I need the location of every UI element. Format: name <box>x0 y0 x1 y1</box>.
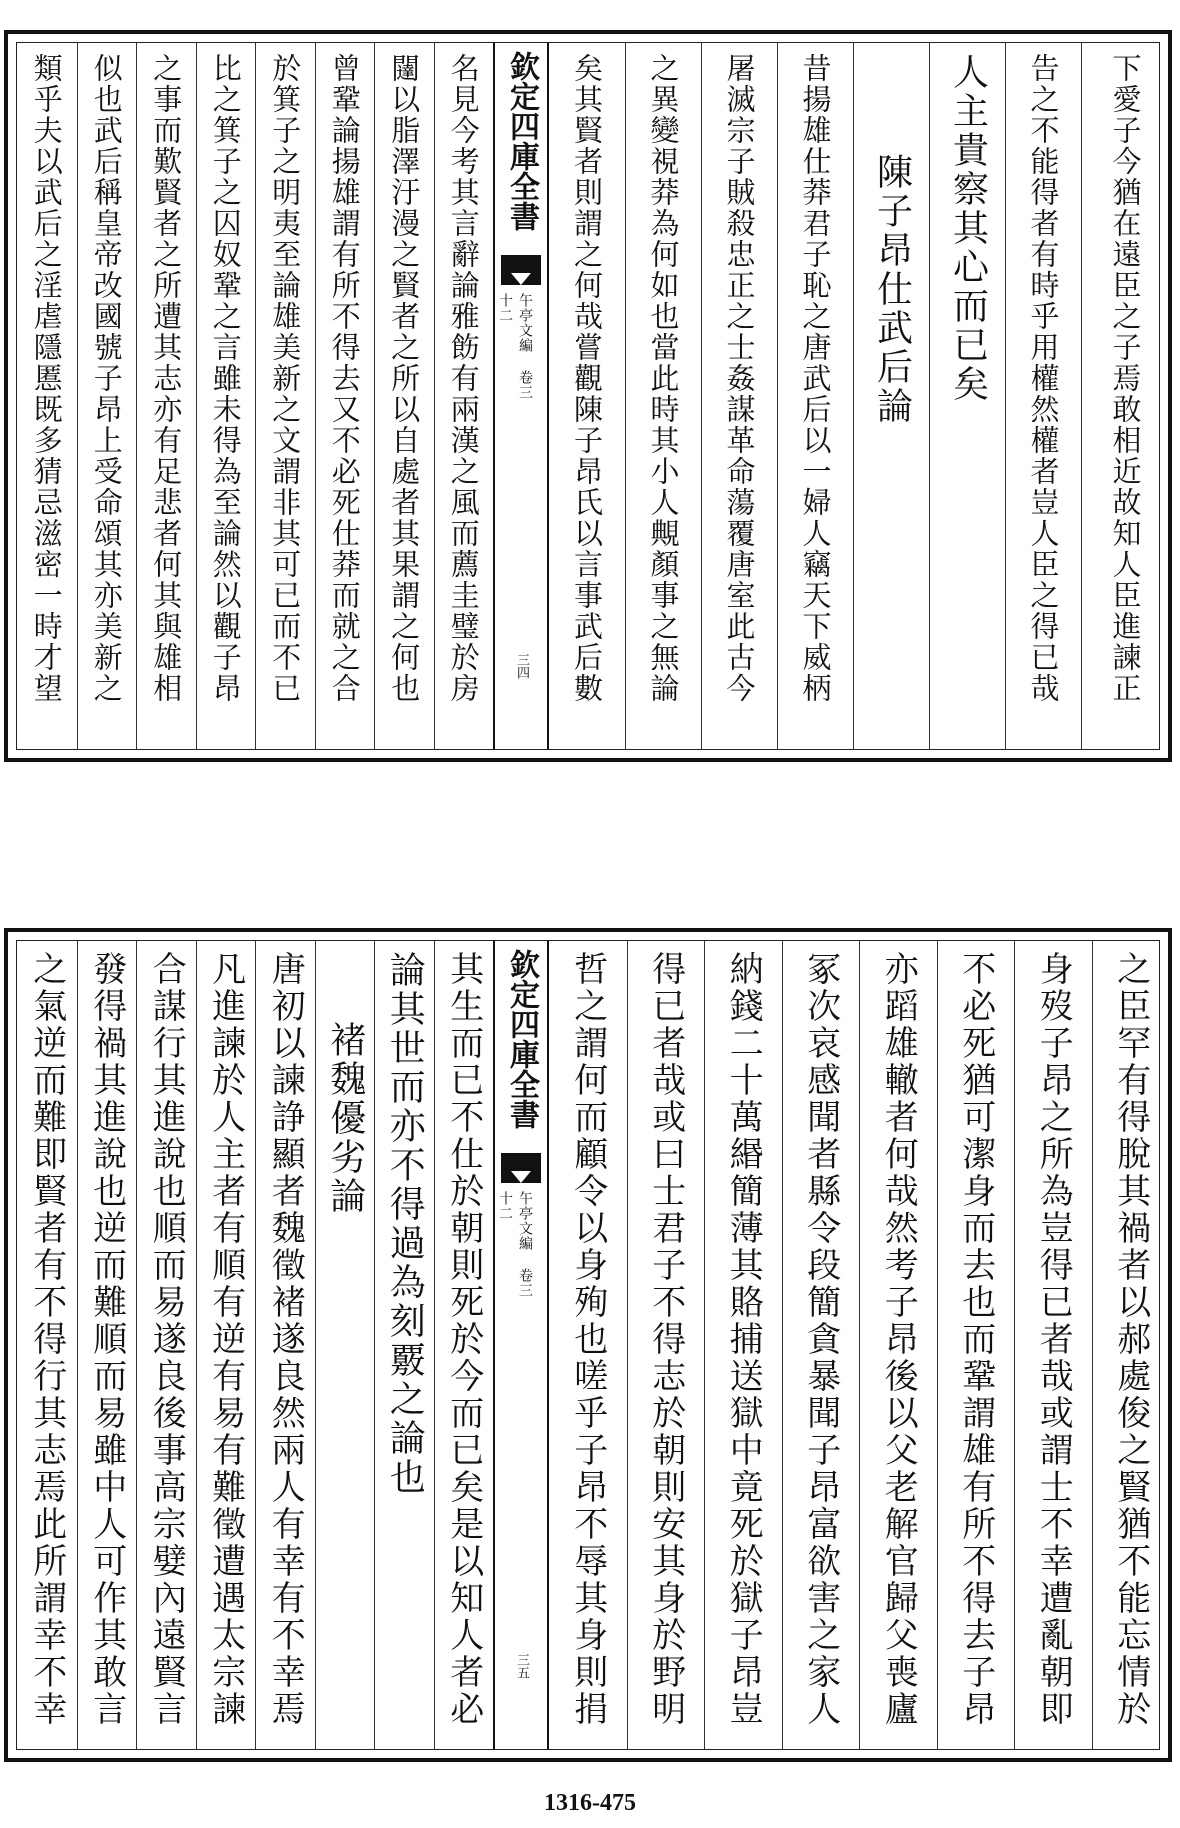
text-column <box>782 941 860 1749</box>
top-right-block <box>549 43 1159 749</box>
essay-title: 褚魏優劣論 <box>324 1021 366 1216</box>
bottom-right-block <box>549 941 1159 1749</box>
text-column <box>255 941 315 1749</box>
text-column <box>255 43 315 749</box>
text-column <box>704 941 782 1749</box>
column-text: 發得禍其進說也逆而難順而易雖中人可作其敢言 <box>86 951 127 1728</box>
column-text: 告之不能得者有時乎用權然權者豈人臣之得已哉 <box>1026 53 1061 704</box>
column-text: 於箕子之明夷至論雄美新之文謂非其可已而不已 <box>268 53 303 704</box>
column-text: 其生而已不仕於朝則死於今而已矣是以知人者必 <box>443 951 484 1728</box>
essay-title-column <box>853 43 929 749</box>
center-banner <box>493 43 549 749</box>
top-left-block <box>17 43 493 749</box>
bottom-page-frame <box>16 940 1160 1750</box>
text-column <box>701 43 777 749</box>
column-text: 類乎夫以武后之淫虐隱慝既多猜忌滋密一時才望 <box>29 53 64 704</box>
banner-title: 欽定四庫全書 <box>504 51 539 231</box>
text-column <box>17 941 77 1749</box>
column-text: 比之箕子之囚奴鞏之言雖未得為至論然以觀子昂 <box>208 53 243 704</box>
text-column <box>434 941 494 1749</box>
top-page <box>4 30 1172 762</box>
column-text: 昔揚雄仕莽君子恥之唐武后以一婦人竊天下威柄 <box>798 53 833 704</box>
text-column <box>549 941 627 1749</box>
column-text: 論其世而亦不得過為刻覈之論也 <box>384 951 426 1497</box>
text-column <box>196 941 256 1749</box>
text-column <box>374 941 434 1749</box>
column-text: 哲之謂何而顧令以身殉也嗟乎子昂不辱其身則捐 <box>567 951 608 1728</box>
text-column <box>136 941 196 1749</box>
text-column <box>937 941 1015 1749</box>
center-banner <box>493 941 549 1749</box>
top-page-frame <box>16 42 1160 750</box>
bottom-left-block <box>17 941 493 1749</box>
text-column <box>549 43 625 749</box>
text-column <box>627 941 705 1749</box>
text-column <box>136 43 196 749</box>
volume-page-caption: 1316-475 <box>544 1790 636 1816</box>
column-text: 下愛子今猶在遠臣之子焉敢相近故知人臣進諫正 <box>1108 53 1143 704</box>
page-number: 三五 <box>514 1653 529 1679</box>
column-text: 屠滅宗子賊殺忠正之士姦謀革命蕩覆唐室此古今 <box>722 53 757 704</box>
column-text: 之氣逆而難即賢者有不得行其志焉此所謂幸不幸 <box>26 951 67 1728</box>
text-column <box>434 43 494 749</box>
text-column <box>77 43 137 749</box>
page-number: 三四 <box>514 653 529 679</box>
column-text: 合謀行其進說也順而易遂良後事高宗嬖內遠賢言 <box>146 951 187 1728</box>
text-column <box>315 43 375 749</box>
column-text: 不必死猶可潔身而去也而鞏謂雄有所不得去子昂 <box>955 951 996 1728</box>
column-text: 之事而歎賢者之所遭其志亦有足悲者何其與雄相 <box>149 53 184 704</box>
column-text: 身歿子昂之所為豈得已者哉或謂士不幸遭亂朝即 <box>1033 951 1074 1728</box>
column-text: 凡進諫於人主者有順有逆有易有難徵遭遇太宗諫 <box>205 951 246 1728</box>
column-text: 曾鞏論揚雄謂有所不得去又不必死仕莽而就之合 <box>327 53 362 704</box>
text-column <box>777 43 853 749</box>
column-text: 冢次哀感聞者縣令段簡貪暴聞子昂富欲害之家人 <box>800 951 841 1728</box>
column-text: 似也武后稱皇帝改國號子昂上受命頌其亦美新之 <box>89 53 124 704</box>
text-column <box>859 941 937 1749</box>
column-text: 名見今考其言辭論雅飭有兩漢之風而薦圭璧於房 <box>446 53 481 704</box>
text-column <box>1081 43 1169 749</box>
text-column <box>1092 941 1170 1749</box>
fish-tail-icon <box>501 255 541 285</box>
text-column <box>1014 941 1092 1749</box>
essay-title-column <box>315 941 375 1749</box>
text-column <box>929 43 1005 749</box>
essay-title: 陳子昂仕武后論 <box>871 153 913 426</box>
text-column <box>77 941 137 1749</box>
text-column <box>374 43 434 749</box>
column-text: 亦蹈雄轍者何哉然考子昂後以父老解官歸父喪廬 <box>878 951 919 1728</box>
banner-subtitle: 午亭文編 卷三十二 <box>497 1191 533 1298</box>
bottom-page <box>4 928 1172 1762</box>
column-text: 闥以脂澤汙漫之賢者之所以自處者其果謂之何也 <box>387 53 422 704</box>
column-text: 得已者哉或曰士君子不得志於朝則安其身於野明 <box>645 951 686 1728</box>
text-column <box>625 43 701 749</box>
banner-subtitle: 午亭文編 卷三十二 <box>497 293 533 400</box>
text-column <box>17 43 77 749</box>
column-text: 矣其賢者則謂之何哉嘗觀陳子昂氏以言事武后數 <box>570 53 604 704</box>
column-text: 唐初以諫諍顯者魏徵褚遂良然兩人有幸有不幸焉 <box>265 951 306 1728</box>
column-text: 之臣罕有得脫其禍者以郝處俊之賢猶不能忘情於 <box>1110 951 1151 1728</box>
fish-tail-icon <box>501 1153 541 1183</box>
banner-title: 欽定四庫全書 <box>504 949 539 1129</box>
text-column <box>196 43 256 749</box>
column-text: 人主貴察其心而已矣 <box>947 53 989 404</box>
column-text: 之異變視莽為何如也當此時其小人覥顏事之無論 <box>646 53 681 704</box>
column-text: 納錢二十萬緡簡薄其賂捕送獄中竟死於獄子昂豈 <box>723 951 764 1728</box>
text-column <box>1005 43 1081 749</box>
